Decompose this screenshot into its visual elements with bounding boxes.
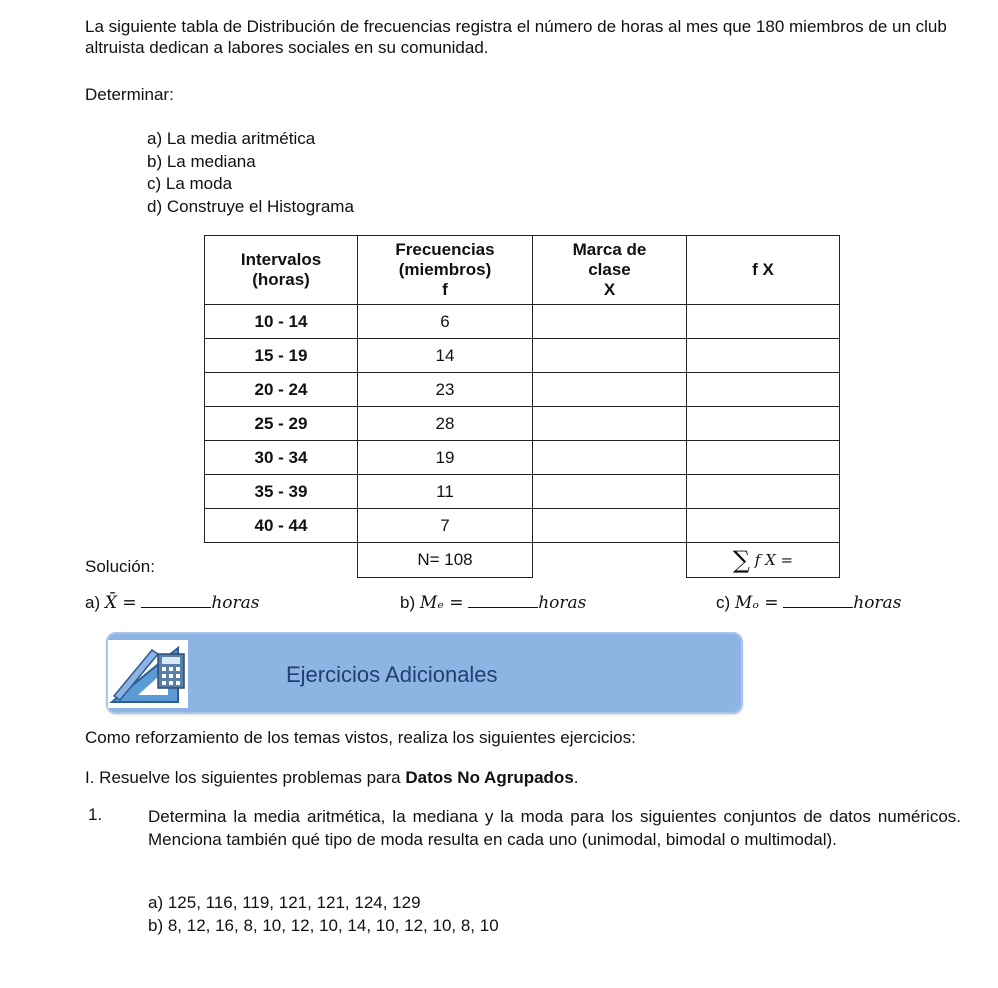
answer-blank[interactable] [141, 593, 211, 608]
header-fx: f X [687, 236, 840, 305]
table-row [205, 339, 840, 373]
table-row [205, 475, 840, 509]
fx-cell [687, 305, 840, 339]
interval-cell: 20 - 24 [205, 373, 358, 407]
table-row [205, 407, 840, 441]
answer-mean: a) X̄ = horas [85, 593, 260, 613]
intro-paragraph: La siguiente tabla de Distribución de frecuencias registra el número de horas al mes que 180 miembros de un club altruista dedican a labores sociales en su comunidad. [85, 17, 947, 57]
sum-fx-label: f X = [754, 551, 794, 569]
class-mark-cell [533, 305, 687, 339]
median-symbol: Mₑ = [419, 593, 464, 613]
answer-median: b) Mₑ = horas [400, 593, 587, 613]
header-marca-clase: Marca de clase X [533, 236, 687, 305]
frequency-cell: 6 [358, 305, 533, 339]
class-mark-cell [533, 373, 687, 407]
fx-cell [687, 339, 840, 373]
task-item: c) La moda [147, 174, 233, 193]
answer-blank[interactable] [783, 593, 853, 608]
sigma-icon: ∑ [732, 546, 751, 574]
n-total-cell: N= 108 [358, 543, 533, 578]
class-mark-cell [533, 475, 687, 509]
interval-cell: 10 - 14 [205, 305, 358, 339]
interval-cell: 25 - 29 [205, 407, 358, 441]
unit-label: horas [853, 593, 902, 613]
determinar-label: Determinar: [85, 85, 174, 104]
empty-cell [205, 543, 358, 578]
header-intervalos: Intervalos (horas) [205, 236, 358, 305]
frequency-cell: 14 [358, 339, 533, 373]
section-heading: I. Resuelve los siguientes problemas para Datos No Agrupados. [85, 768, 579, 787]
frequency-cell: 28 [358, 407, 533, 441]
unit-label: horas [211, 593, 260, 613]
task-list [147, 128, 354, 218]
item-number: 1. [88, 805, 103, 824]
frequency-cell: 7 [358, 509, 533, 543]
task-item: b) La mediana [147, 151, 256, 171]
answer-mode: c) Mₒ = horas [716, 593, 902, 613]
frequency-cell: 23 [358, 373, 533, 407]
answer-blank[interactable] [468, 593, 538, 608]
list-item: b) 8, 12, 16, 8, 10, 12, 10, 14, 10, 12, 10, 8, 10 [148, 916, 499, 935]
interval-cell: 40 - 44 [205, 509, 358, 543]
frequency-table [204, 235, 840, 578]
list-item: a) 125, 116, 119, 121, 121, 124, 129 [148, 893, 421, 912]
table-row [205, 305, 840, 339]
item-text: Determina la media aritmética, la mediana y la moda para los siguientes conjuntos de datos numéricos. Menciona también qué tipo de moda resulta en cada uno (unimodal, bimodal o multimodal). [148, 807, 961, 849]
interval-cell: 30 - 34 [205, 441, 358, 475]
table-header-row [205, 236, 840, 305]
class-mark-cell [533, 407, 687, 441]
fx-cell [687, 407, 840, 441]
frequency-cell: 11 [358, 475, 533, 509]
fx-cell [687, 509, 840, 543]
banner-title: Ejercicios Adicionales [286, 662, 498, 687]
table-row [205, 509, 840, 543]
class-mark-cell [533, 441, 687, 475]
fx-cell [687, 373, 840, 407]
interval-cell: 15 - 19 [205, 339, 358, 373]
frequency-cell: 19 [358, 441, 533, 475]
section-bold-text: Datos No Agrupados [405, 768, 574, 787]
table-row [205, 373, 840, 407]
mode-symbol: Mₒ = [734, 593, 779, 613]
fx-cell [687, 441, 840, 475]
class-mark-cell [533, 509, 687, 543]
empty-cell [533, 543, 687, 578]
reforzamiento-text: Como reforzamiento de los temas vistos, realiza los siguientes ejercicios: [85, 728, 636, 747]
mean-symbol: X̄ = [104, 593, 137, 613]
sum-fx-cell [687, 543, 840, 578]
fx-cell [687, 475, 840, 509]
unit-label: horas [538, 593, 587, 613]
class-mark-cell [533, 339, 687, 373]
solucion-label: Solución: [85, 557, 155, 576]
data-sets-list [148, 891, 499, 937]
ruler-calculator-icon [108, 640, 188, 708]
interval-cell: 35 - 39 [205, 475, 358, 509]
task-item: a) La media aritmética [147, 129, 316, 148]
header-frecuencias: Frecuencias (miembros) f [358, 236, 533, 305]
task-item: d) Construye el Histograma [147, 196, 354, 216]
totals-row [205, 543, 840, 578]
table-row [205, 441, 840, 475]
